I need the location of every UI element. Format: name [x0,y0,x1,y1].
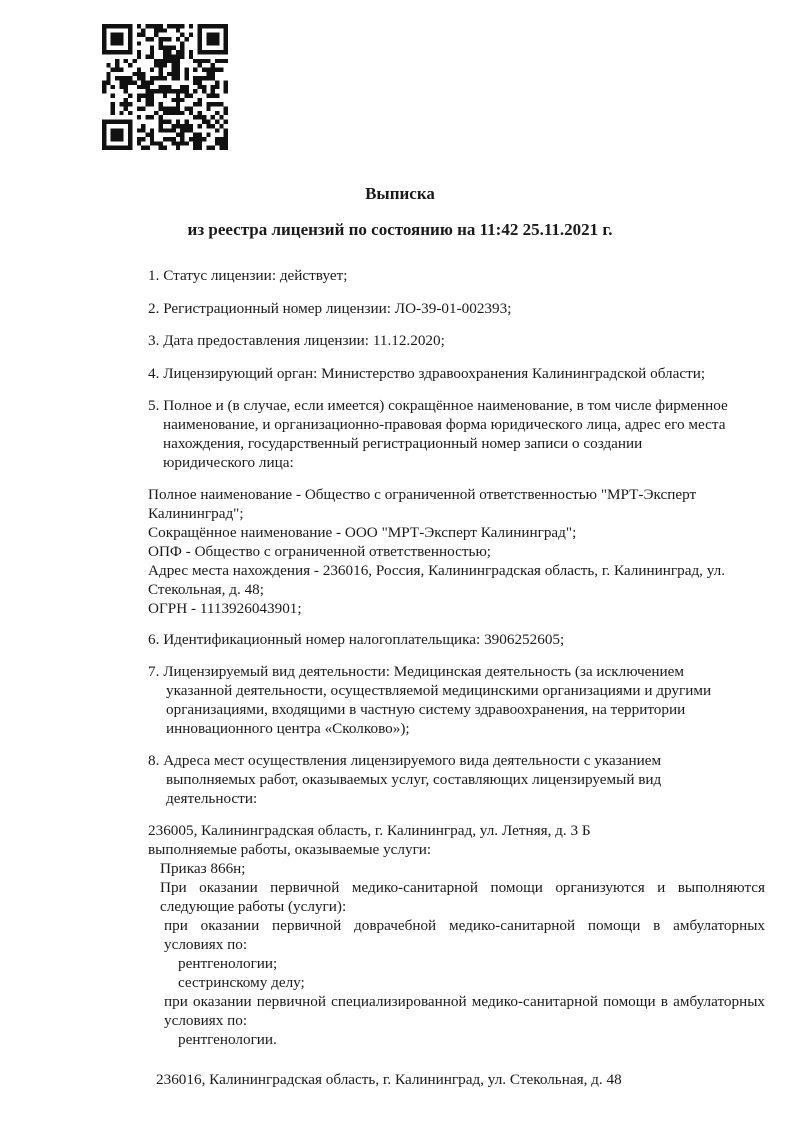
org-full-name-line-2: Калининград"; [148,505,244,522]
item-8-line-2: выполняемых работ, оказываемых услуг, составляющих лицензируемый вид [166,771,662,788]
document-title: Выписка [365,184,435,203]
address-2: 236016, Калининградская область, г. Калининград, ул. Стекольная, д. 48 [156,1071,622,1088]
item-7-line-4: инновационного центра «Сколково»); [166,720,410,737]
item-issue-date: 3. Дата предоставления лицензии: 11.12.2020; [148,332,445,349]
org-address-line-2: Стекольная, д. 48; [148,581,264,598]
item-8-line-1: 8. Адреса мест осуществления лицензируемого вида деятельности с указанием [148,752,662,769]
address-1: 236005, Калининградская область, г. Калининград, ул. Летняя, д. 3 Б [148,822,591,839]
org-full-name-line-1: Полное наименование - Общество с ограниченной ответственностью "МРТ-Эксперт [148,486,697,503]
document-subtitle: из реестра лицензий по состоянию на 11:42 25.11.2021 г. [187,220,613,239]
item-licensing-authority: 4. Лицензирующий орган: Министерство здравоохранения Калининградской области; [148,365,706,382]
item-5-line-1: 5. Полное и (в случае, если имеется) сокращённое наименование, в том числе фирменное [148,397,728,414]
item-7-line-3: организациями, входящими в частную систему здравоохранения, на территории [166,701,686,718]
order-866n: Приказ 866н; [160,860,246,877]
org-address-line-1: Адрес места нахождения - 236016, Россия, Калининградская область, г. Калининград, ул. [148,562,726,579]
service-radiology: рентгенологии; [178,955,278,972]
org-legal-form: ОПФ - Общество с ограниченной ответственностью; [148,543,492,560]
specialized-care-paragraph: при оказании первичной специализированной медико-санитарной помощи в амбулаторных условиях по: [164,993,765,1029]
pre-doctor-care-paragraph: при оказании первичной доврачебной медико-санитарной помощи в амбулаторных условиях по: [164,917,765,953]
item-5-line-3: нахождения, государственный регистрационный номер записи о создании [163,435,643,452]
qr-code [102,24,228,150]
item-8-line-3: деятельности: [166,790,258,807]
org-short-name: Сокращённое наименование - ООО "МРТ-Эксперт Калининград"; [148,524,577,541]
service-nursing: сестринскому делу; [178,974,305,991]
item-5-line-4: юридического лица: [163,454,294,471]
item-7-line-2: указанной деятельности, осуществляемой медицинскими организациями и другими [166,682,712,699]
item-5-line-2: наименование, и организационно-правовая форма юридического лица, адрес его места [163,416,726,433]
item-license-status: 1. Статус лицензии: действует; [148,267,348,284]
item-7-line-1: 7. Лицензируемый вид деятельности: Медицинская деятельность (за исключением [148,663,684,680]
org-ogrn: ОГРН - 1113926043901; [148,600,302,617]
service-radiology-specialized: рентгенологии. [178,1031,277,1048]
works-label: выполняемые работы, оказываемые услуги: [148,841,432,858]
qr-code-icon [102,24,228,150]
primary-care-paragraph: При оказании первичной медико-санитарной помощи организуются и выполняются следующие работы (услуги): [160,879,765,915]
item-inn: 6. Идентификационный номер налогоплательщика: 3906252605; [148,631,565,648]
item-registration-number: 2. Регистрационный номер лицензии: ЛО-39-01-002393; [148,300,512,317]
